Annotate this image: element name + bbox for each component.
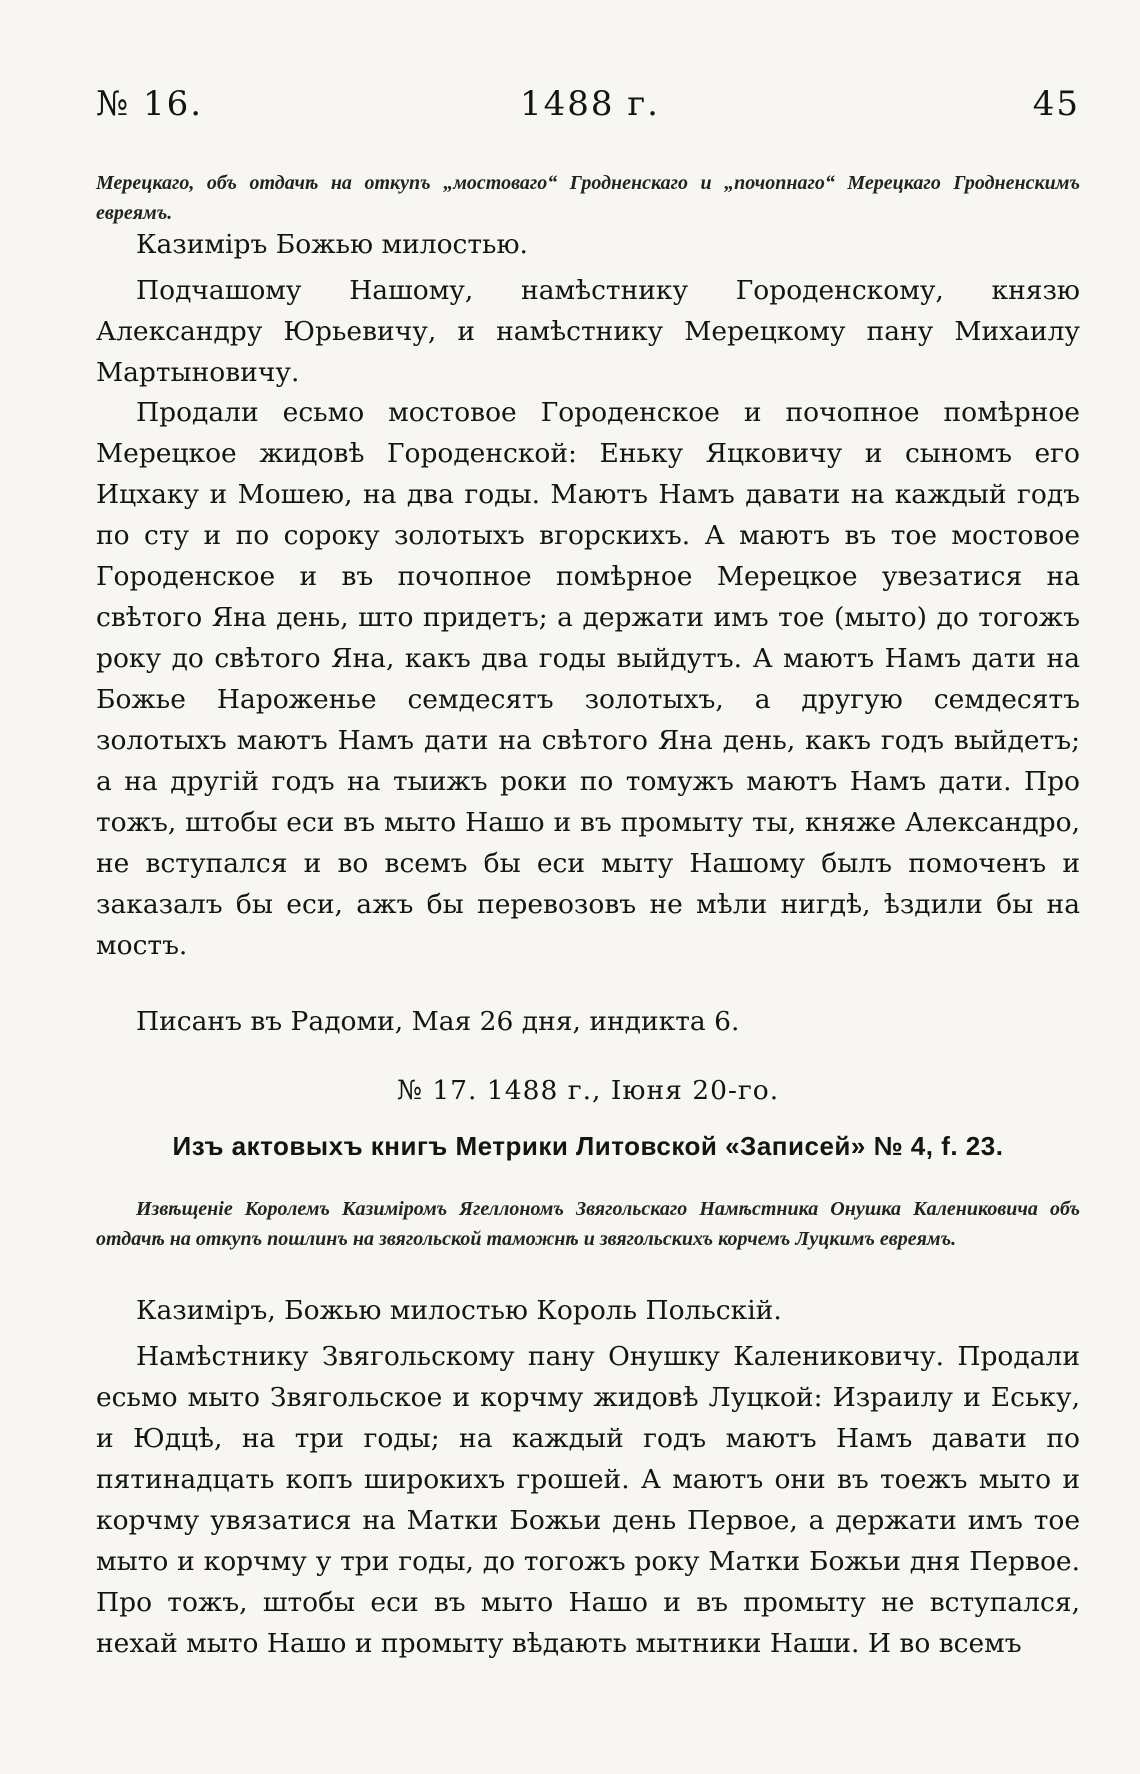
doc16-salutation: Казиміръ Божью милостью. <box>136 229 528 260</box>
doc16-addressees: Подчашому Нашому, намѣстнику Городенскому, князю Александру Юрьевичу, и намѣстнику Мерецкому пану Михаилу Мартыновичу. <box>96 275 1080 388</box>
page-number: 45 <box>1032 84 1080 124</box>
page-header <box>96 84 1080 132</box>
doc16-dating: Писанъ въ Радоми, Мая 26 дня, индикта 6. <box>136 1006 740 1037</box>
doc17-title: № 17. 1488 г., Іюня 20-го. <box>396 1075 780 1106</box>
doc16-main-text: Продали есьмо мостовое Городенское и почопное помѣрное Мерецкое жидовѣ Городенской: Еньку Яцковичу и сыномъ его Ицхаку и Мошею, на два годы. Маютъ Намъ давати на каждый годъ по сту и по сороку золотыхъ вгорскихъ. А маютъ въ тое мостовое Городенское и въ почопное помѣрное Мерецкое увезатися на свѣтого Яна день, што придетъ; а держати имъ тое (мыто) до тогожъ року до свѣтого Яна, какъ два годы выйдутъ. А маютъ Намъ дати на Божье Нароженье семдесятъ золотыхъ, а другую семдесятъ золотыхъ маютъ Намъ дати на свѣтого Яна день, какъ годъ выйдетъ; а на другій годъ на тыижъ роки по томужъ маютъ Намъ дати. Про тожъ, штобы еси въ мыто Нашо и въ промыту ты, княже Александро, не вступался и во всемъ бы еси мыту Нашому былъ помоченъ и заказалъ бы еси, ажъ бы перевозовъ не мѣли нигдѣ, ѣздили бы на мостъ. <box>96 397 1080 961</box>
doc17-main-text: Намѣстнику Звягольскому пану Онушку Калениковичу. Продали есьмо мыто Звягольское и корчму жидовѣ Луцкой: Израилу и Еську, и Юдцѣ, на три годы; на каждый годъ маютъ Намъ давати по пятинадцать копъ широкихъ грошей. А маютъ они въ тоежъ мыто и корчму увязатися на Матки Божьи день Первое, а держати имъ тое мыто и корчму у три годы, до тогожъ року Матки Божьи дня Первое. Про тожъ, штобы еси въ мыто Нашо и въ промыту не вступался, нехай мыто Нашо и промыту вѣдають мытники Наши. И во всемъ <box>96 1341 1080 1659</box>
doc17-source: Изъ актовыхъ книгъ Метрики Литовской «Записей» № 4, f. 23. <box>172 1131 1004 1161</box>
header-year: 1488 г. <box>520 84 660 124</box>
doc17-caption: Извѣщеніе Королемъ Казиміромъ Ягеллономъ Звягольскаго Намѣстника Онушка Калениковича объ отдачѣ на откупъ пошлинъ на звягольской таможнѣ и звягольскихъ корчемъ Луцкимъ евреямъ. <box>96 1198 1080 1250</box>
doc16-caption: Мерецкаго, объ отдачѣ на откупъ „мостоваго“ Гродненскаго и „почопнаго“ Мерецкаго Гродненскимъ евреямъ. <box>96 172 1080 224</box>
doc17-salutation: Казиміръ, Божью милостью Король Польскій. <box>136 1295 782 1326</box>
document-number: № 16. <box>96 84 204 124</box>
